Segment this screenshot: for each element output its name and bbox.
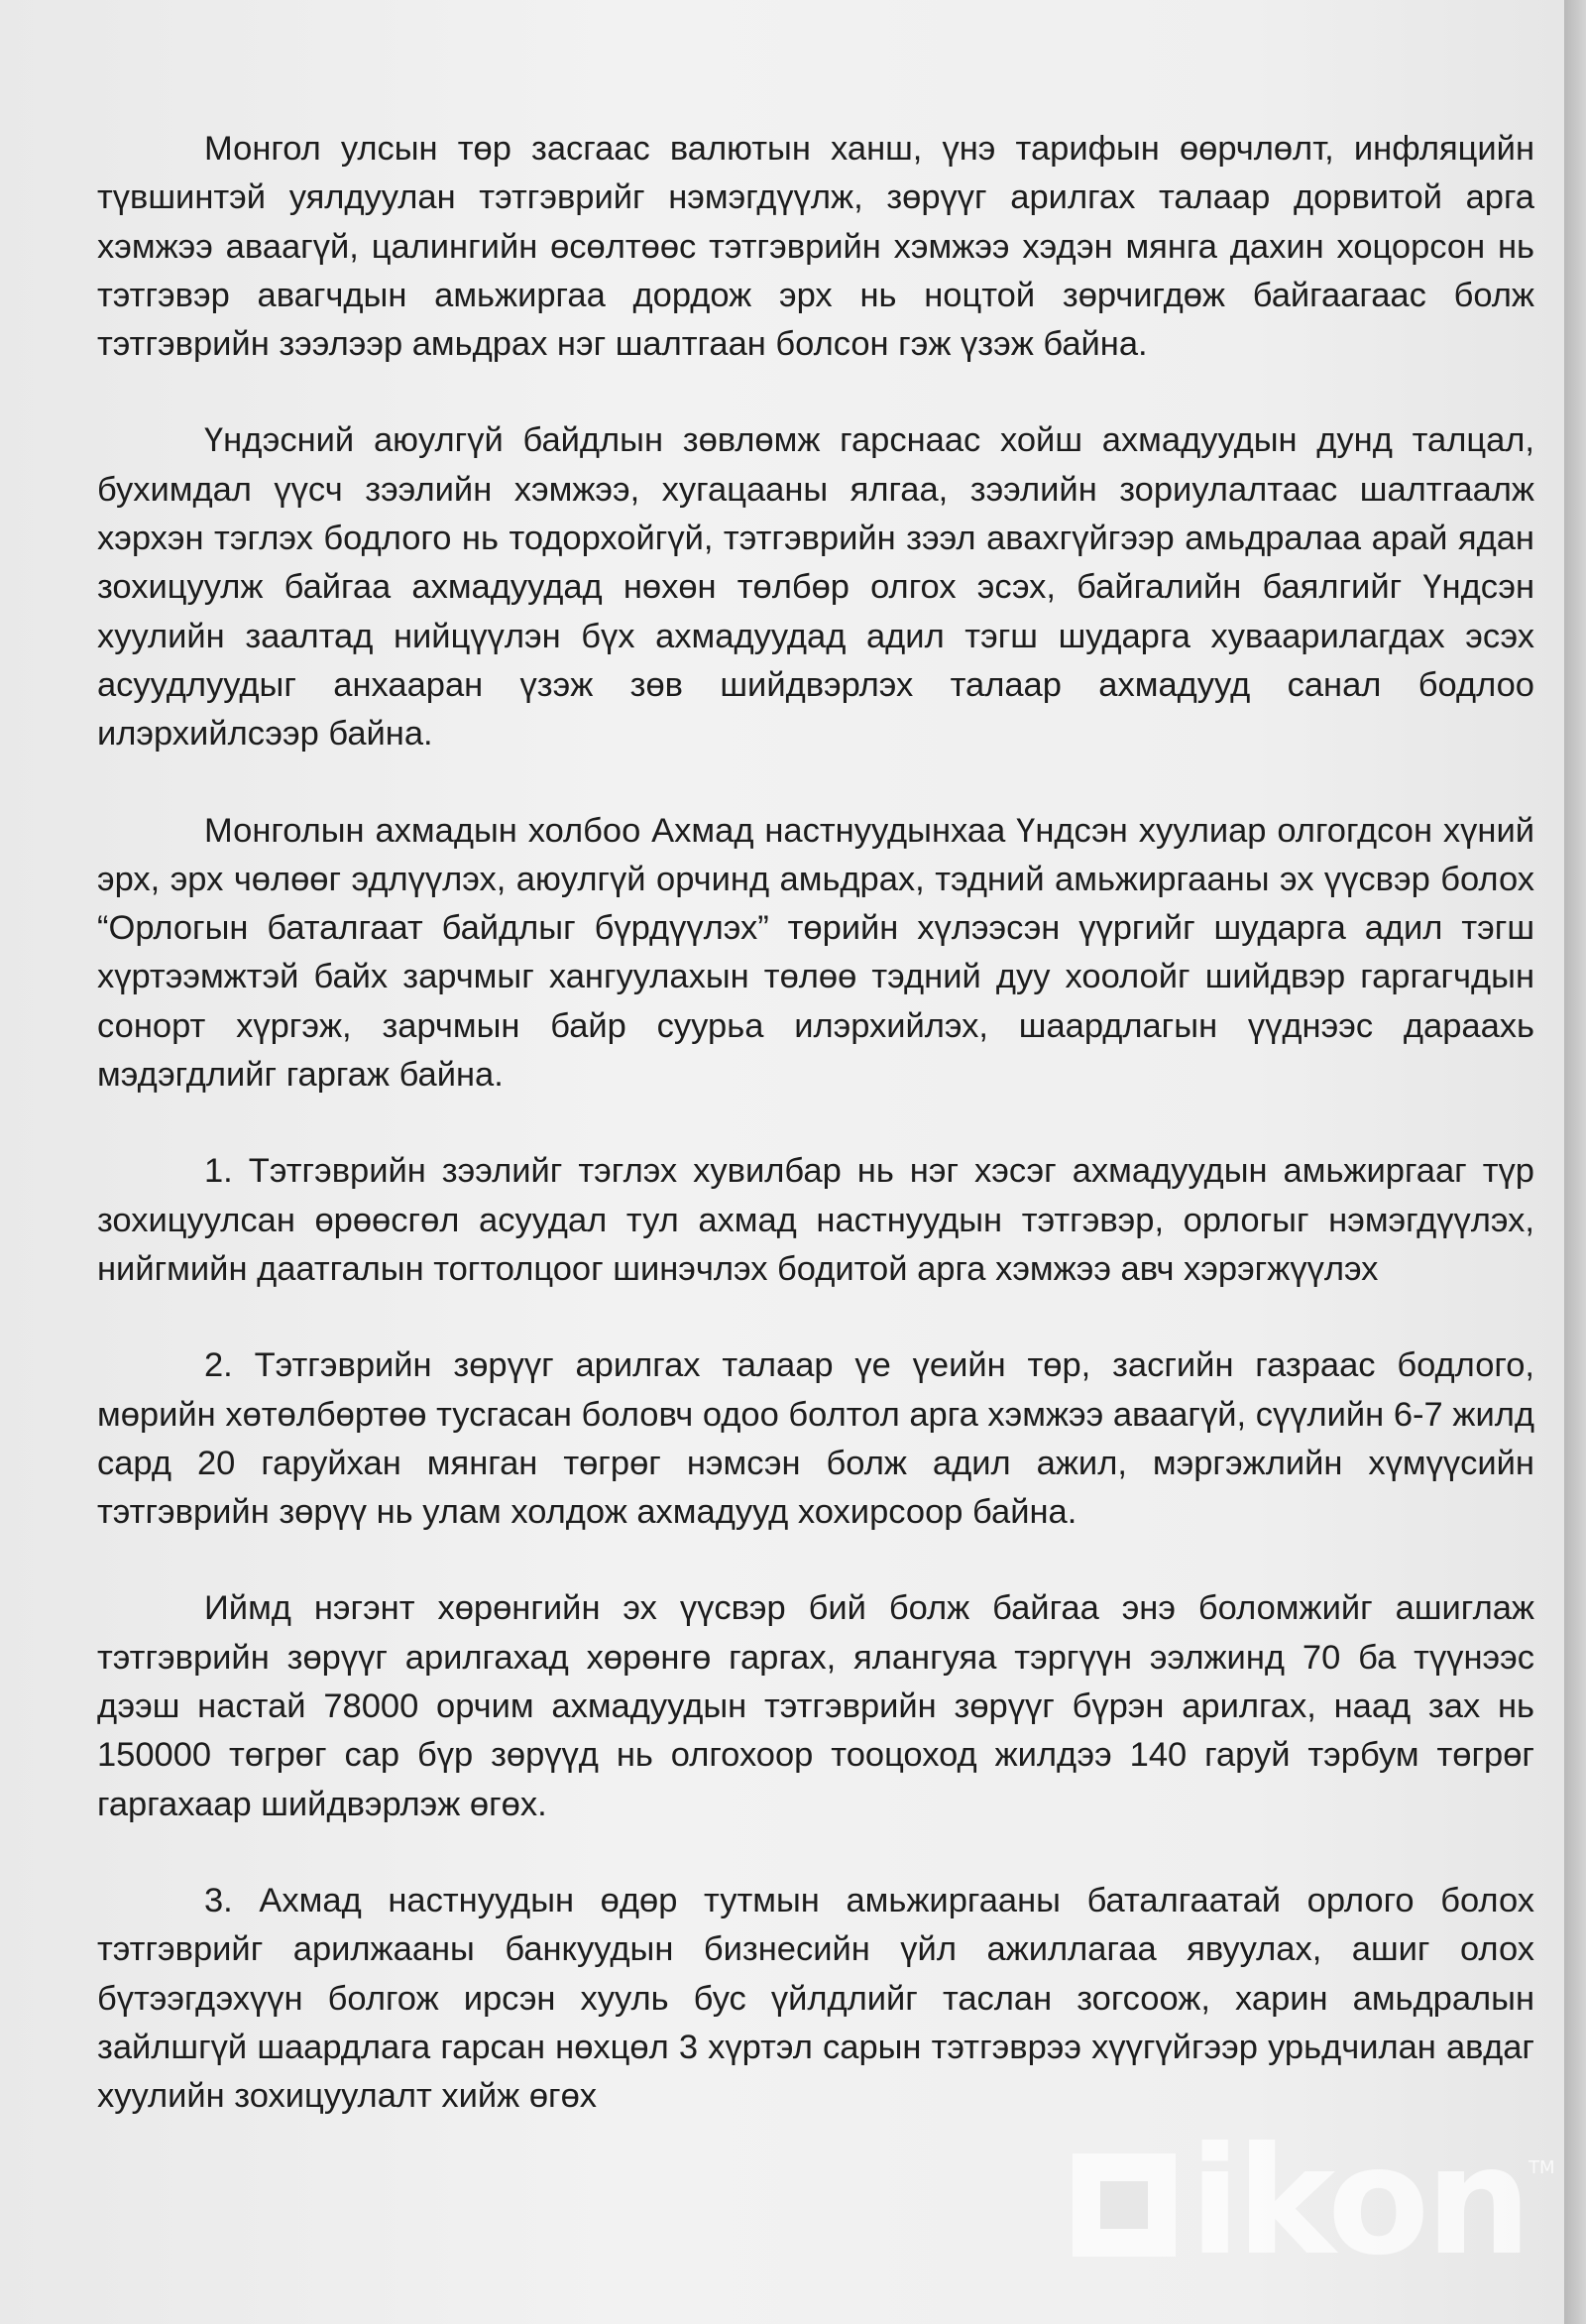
paragraph-2: Үндэсний аюулгүй байдлын зөвлөмж гарснаас хойш ахмадуудын дунд талцал, бухимдал үүсч зээлийн хэмжээ, хугацааны ялгаа, зээлийн зориулалтаас шалтгаалж хэрхэн тэглэх бодлого нь тодорхойгүй, тэтгэврийн зээл авахгүйгээр амьдралаа арай ядан зохицуулж байгаа ахмадуудад нөхөн төлбөр олгох эсэх, байгалийн баялгийг Үндсэн хуулийн заалтад нийцүүлэн бүх ахмадуудад адил тэгш шударга хуваарилагдах эсэх асуудлуудыг анхааран үзэж зөв шийдвэрлэх талаар ахмадууд санал бодлоо илэрхийлсээр байна. [97, 421, 1534, 754]
paragraph-item-3: 3. Ахмад настнуудын өдөр тутмын амьжиргааны баталгаатай орлого болох тэтгэврийг арилжааны банкуудын бизнесийн үйл ажиллагаа явуулах, ашиг олох бүтээгдэхүүн болгож ирсэн хууль бус үйлдлийг таслан зогсоож, харин амьдралын зайлшгүй шаардлага гарсан нөхцөл 3 хүртэл сарын тэтгэврээ хүүгүйгээр урьдчилан авдаг хуулийн зохицуулалт хийж өгөх [97, 1881, 1534, 2116]
page-edge [1564, 0, 1586, 2324]
ikon-logo-icon [1073, 2153, 1176, 2257]
watermark-text: ikon [1190, 2116, 1528, 2288]
paragraph-4: Иймд нэгэнт хөрөнгийн эх үүсвэр бий болж байгаа энэ боломжийг ашиглаж тэтгэврийн зөрүүг арилгахад хөрөнгө гаргах, ялангуяа тэргүүн ээлжинд 70 ба түүнээс дээш настай 78000 орчим ахмадуудын тэтгэврийн зөрүүг бүрэн арилгах, наад зах нь 150000 төгрөг сар бүр зөрүүд нь олгохоор тооцоход жилдээ 140 гаруй тэрбум төгрөг гаргахаар шийдвэрлэж өгөх. [97, 1589, 1534, 1823]
paragraph-item-2: 2. Тэтгэврийн зөрүүг арилгах талаар үе үеийн төр, засгийн газраас бодлого, мөрийн хөтөлбөртөө тусгасан боловч одоо болтол арга хэмжээ аваагүй, сүүлийн 6-7 жилд сард 20 гаруйхан мянган төгрөг нэмсэн болж адил ажил, мэргэжлийн хүмүүсийн тэтгэврийн зөрүү нь улам холдож ахмадууд хохирсоор байна. [97, 1346, 1534, 1532]
paragraph-1: Монгол улсын төр засгаас валютын ханш, үнэ тарифын өөрчлөлт, инфляцийн түвшинтэй уялдуулан тэтгэврийг нэмэгдүүлж, зөрүүг арилгах талаар дорвитой арга хэмжээ аваагүй, цалингийн өсөлтөөс тэтгэврийн хэмжээ хэдэн мянга дахин хоцорсон нь тэтгэвэр авагчдын амьжиргаа дордож эрх нь ноцтой зөрчигдөж байгаагаас болж тэтгэврийн зээлээр амьдрах нэг шалтгаан болсон гэж үзэж байна. [97, 130, 1534, 364]
trademark-mark: TM [1529, 2157, 1555, 2178]
document-body [97, 125, 1534, 2121]
paragraph-3: Монголын ахмадын холбоо Ахмад настнуудынхаа Үндсэн хуулиар олгогдсон хүний эрх, эрх чөлөөг эдлүүлэх, аюулгүй орчинд амьдрах, тэдний амьжиргааны эх үүсвэр болох “Орлогын баталгаат байдлыг бүрдүүлэх” төрийн хүлээсэн үүргийг шударга адил тэгш хүртээмжтэй байх зарчмыг хангуулахын төлөө тэдний дуу хоолойг шийдвэр гаргагчдын сонорт хүргэж, зарчмын байр суурьа илэрхийлэх, шаардлагын үүднээс дараахь мэдэгдлийг гаргаж байна. [97, 811, 1534, 1095]
ikon-watermark [1073, 2116, 1555, 2288]
paragraph-item-1: 1. Тэтгэврийн зээлийг тэглэх хувилбар нь нэг хэсэг ахмадуудын амьжиргааг түр зохицуулсан өрөөсгөл асуудал тул ахмад настнуудын тэтгэвэр, орлогыг нэмэгдүүлэх, нийгмийн даатгалын тогтолцоог шинэчлэх бодитой арга хэмжээ авч хэрэгжүүлэх [97, 1152, 1534, 1288]
